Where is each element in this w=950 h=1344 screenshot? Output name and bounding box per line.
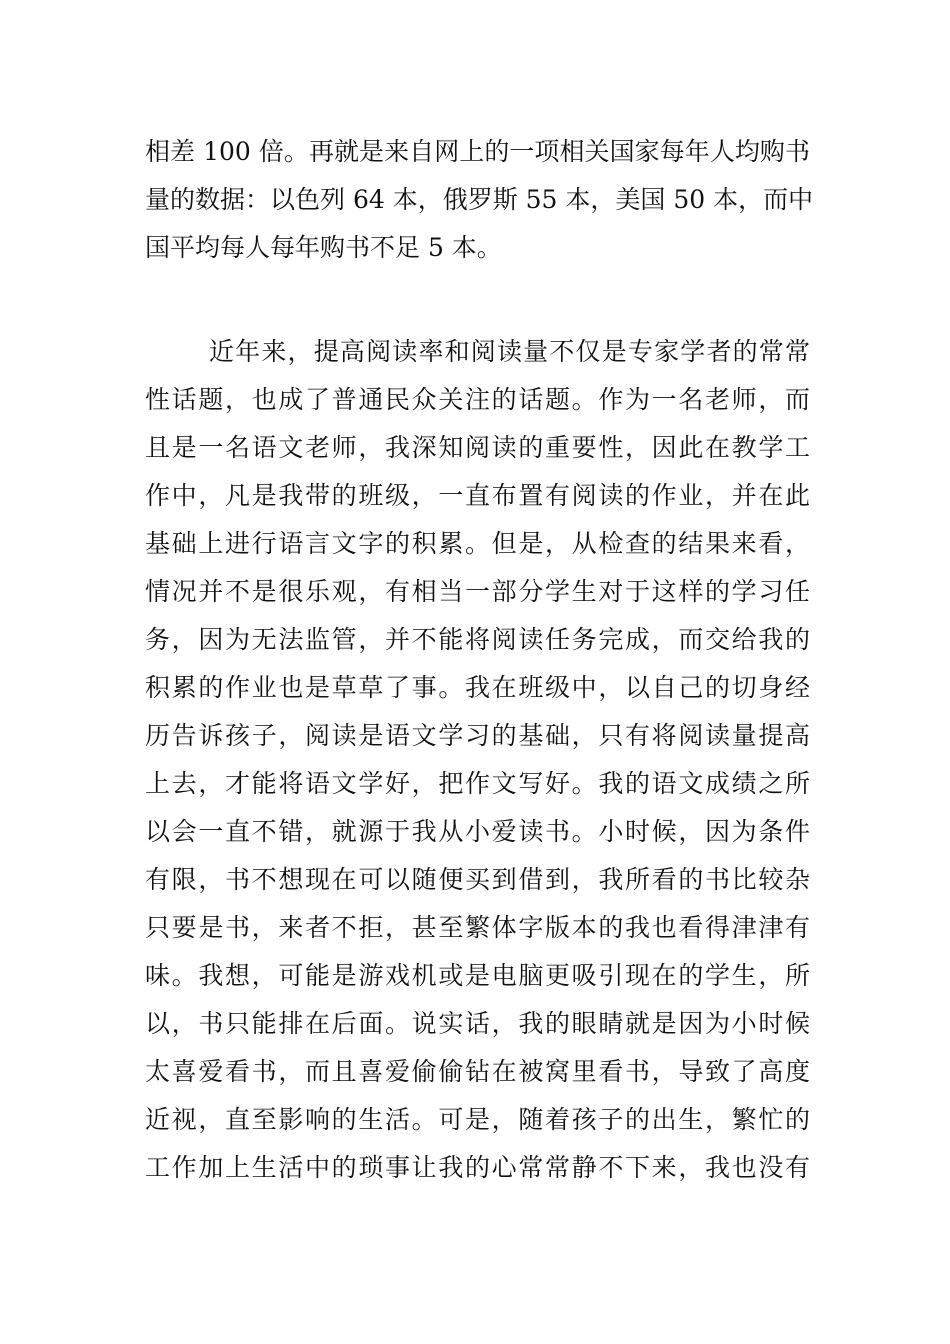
paragraph-line: 国平均每人每年购书不足 5 本。	[145, 233, 502, 262]
paragraph-line: 作中，凡是我带的班级，一直布置有阅读的作业，并在此	[145, 481, 810, 510]
paragraph-line: 只要是书，来者不拒，甚至繁体字版本的我也看得津津有	[145, 913, 810, 942]
paragraph-line: 以，书只能排在后面。说实话，我的眼睛就是因为小时候	[145, 1009, 810, 1038]
paragraph-line: 工作加上生活中的琐事让我的心常常静不下来，我也没有	[145, 1153, 810, 1182]
paragraph-line: 性话题，也成了普通民众关注的话题。作为一名老师，而	[145, 385, 810, 414]
paragraph-line: 近年来，提高阅读率和阅读量不仅是专家学者的常常	[209, 337, 810, 366]
paragraph-line: 且是一名语文老师，我深知阅读的重要性，因此在教学工	[145, 433, 810, 462]
paragraph-2	[145, 328, 810, 1192]
paragraph-line: 近视，直至影响的生活。可是，随着孩子的出生，繁忙的	[145, 1105, 810, 1134]
paragraph-line: 相差 100 倍。再就是来自网上的一项相关国家每年人均购书	[145, 137, 810, 166]
paragraph-line: 上去，才能将语文学好，把作文写好。我的语文成绩之所	[145, 769, 810, 798]
paragraph-line: 太喜爱看书，而且喜爱偷偷钻在被窝里看书，导致了高度	[145, 1057, 810, 1086]
paragraph-1	[145, 128, 814, 272]
paragraph-line: 情况并不是很乐观，有相当一部分学生对于这样的学习任	[145, 577, 810, 606]
paragraph-line: 以会一直不错，就源于我从小爱读书。小时候，因为条件	[145, 817, 810, 846]
paragraph-line: 有限，书不想现在可以随便买到借到，我所看的书比较杂	[145, 865, 810, 894]
paragraph-line: 积累的作业也是草草了事。我在班级中，以自己的切身经	[145, 673, 810, 702]
paragraph-line: 味。我想，可能是游戏机或是电脑更吸引现在的学生，所	[145, 961, 810, 990]
paragraph-line: 量的数据：以色列 64 本，俄罗斯 55 本，美国 50 本，而中	[145, 185, 814, 214]
paragraph-line: 基础上进行语言文字的积累。但是，从检查的结果来看，	[145, 529, 810, 558]
paragraph-line: 务，因为无法监管，并不能将阅读任务完成，而交给我的	[145, 625, 810, 654]
paragraph-line: 历告诉孩子，阅读是语文学习的基础，只有将阅读量提高	[145, 721, 810, 750]
